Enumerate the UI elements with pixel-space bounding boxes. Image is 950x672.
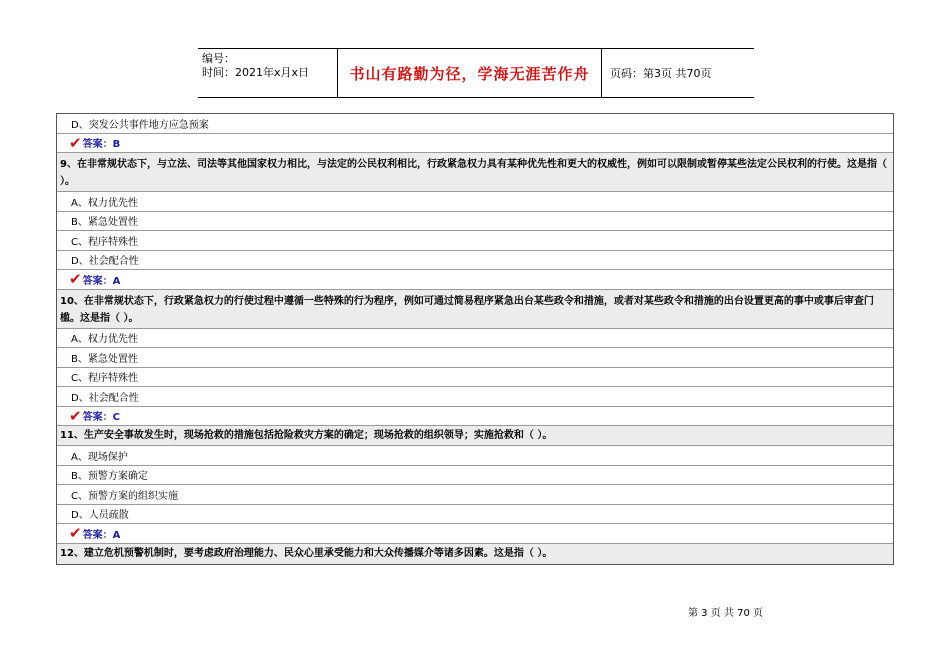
quiz-table [56,113,894,565]
option-text: B、预警方案确定 [71,471,148,483]
question-row [57,426,893,446]
option-row [57,466,893,486]
option-text: D、人员疏散 [71,510,129,522]
option-row [57,387,893,407]
page-footer: 第 3 页 共 70 页 [688,608,763,619]
answer-text: 答案：B [82,139,121,151]
checkmark-icon: ✔ [69,133,82,152]
option-row [57,446,893,466]
option-text: B、紧急处置性 [71,353,138,365]
option-row [57,348,893,368]
answer-text: 答案：A [82,529,121,541]
option-row [57,505,893,525]
option-text: C、程序特殊性 [71,236,138,248]
option-row [57,114,893,134]
option-row [57,368,893,388]
header-motto: 书山有路勤为径，学海无涯苦作舟 [338,49,602,97]
document-header [198,48,754,98]
question-row [57,153,893,192]
option-text: C、程序特殊性 [71,373,138,385]
option-row [57,212,893,232]
question-text: 9、在非常规状态下，与立法、司法等其他国家权力相比，与法定的公民权利相比，行政紧急权力具有某种优先性和更大的权威性，例如可以限制或暂停某些法定公民权利的行使。这是指（ ）。 [60,159,887,187]
answer-text: 答案：C [82,412,120,424]
checkmark-icon: ✔ [69,406,82,425]
answer-row [57,524,893,544]
option-row [57,231,893,251]
checkmark-icon: ✔ [69,524,82,543]
answer-row [57,407,893,427]
question-row [57,290,893,329]
header-meta [198,49,338,97]
answer-row [57,134,893,154]
option-row [57,192,893,212]
option-text: B、紧急处置性 [71,217,138,229]
question-text: 11、生产安全事故发生时，现场抢救的措施包括抢险救灾方案的确定；现场抢救的组织领导；实施抢救和（ ）。 [60,430,553,441]
question-text: 10、在非常规状态下，行政紧急权力的行使过程中遵循一些特殊的行为程序，例如可通过简易程序紧急出台某些政令和措施，或者对某些政令和措施的出台设置更高的事中或事后审查门槛。这是指（ ）。 [60,295,874,324]
option-text: C、预警方案的组织实施 [71,490,178,502]
option-text: A、权力优先性 [71,334,138,346]
option-text: A、现场保护 [71,451,128,463]
question-text: 12、建立危机预警机制时，要考虑政府治理能力、民众心里承受能力和大众传播媒介等诸多因素。这是指（ ）。 [60,547,553,559]
option-row [57,329,893,349]
answer-row [57,270,893,290]
header-page-code: 页码：第3页 共70页 [610,67,712,80]
option-row [57,251,893,271]
checkmark-icon: ✔ [69,270,82,289]
option-text: A、权力优先性 [71,197,138,209]
option-text: D、突发公共事件地方应急预案 [71,119,209,131]
question-row [57,544,893,564]
option-text: D、社会配合性 [71,392,139,404]
serial-label: 编号： [202,52,235,65]
answer-text: 答案：A [82,275,121,287]
option-row [57,485,893,505]
option-text: D、社会配合性 [71,256,139,268]
time-label: 时间：2021年x月x日 [202,66,310,79]
